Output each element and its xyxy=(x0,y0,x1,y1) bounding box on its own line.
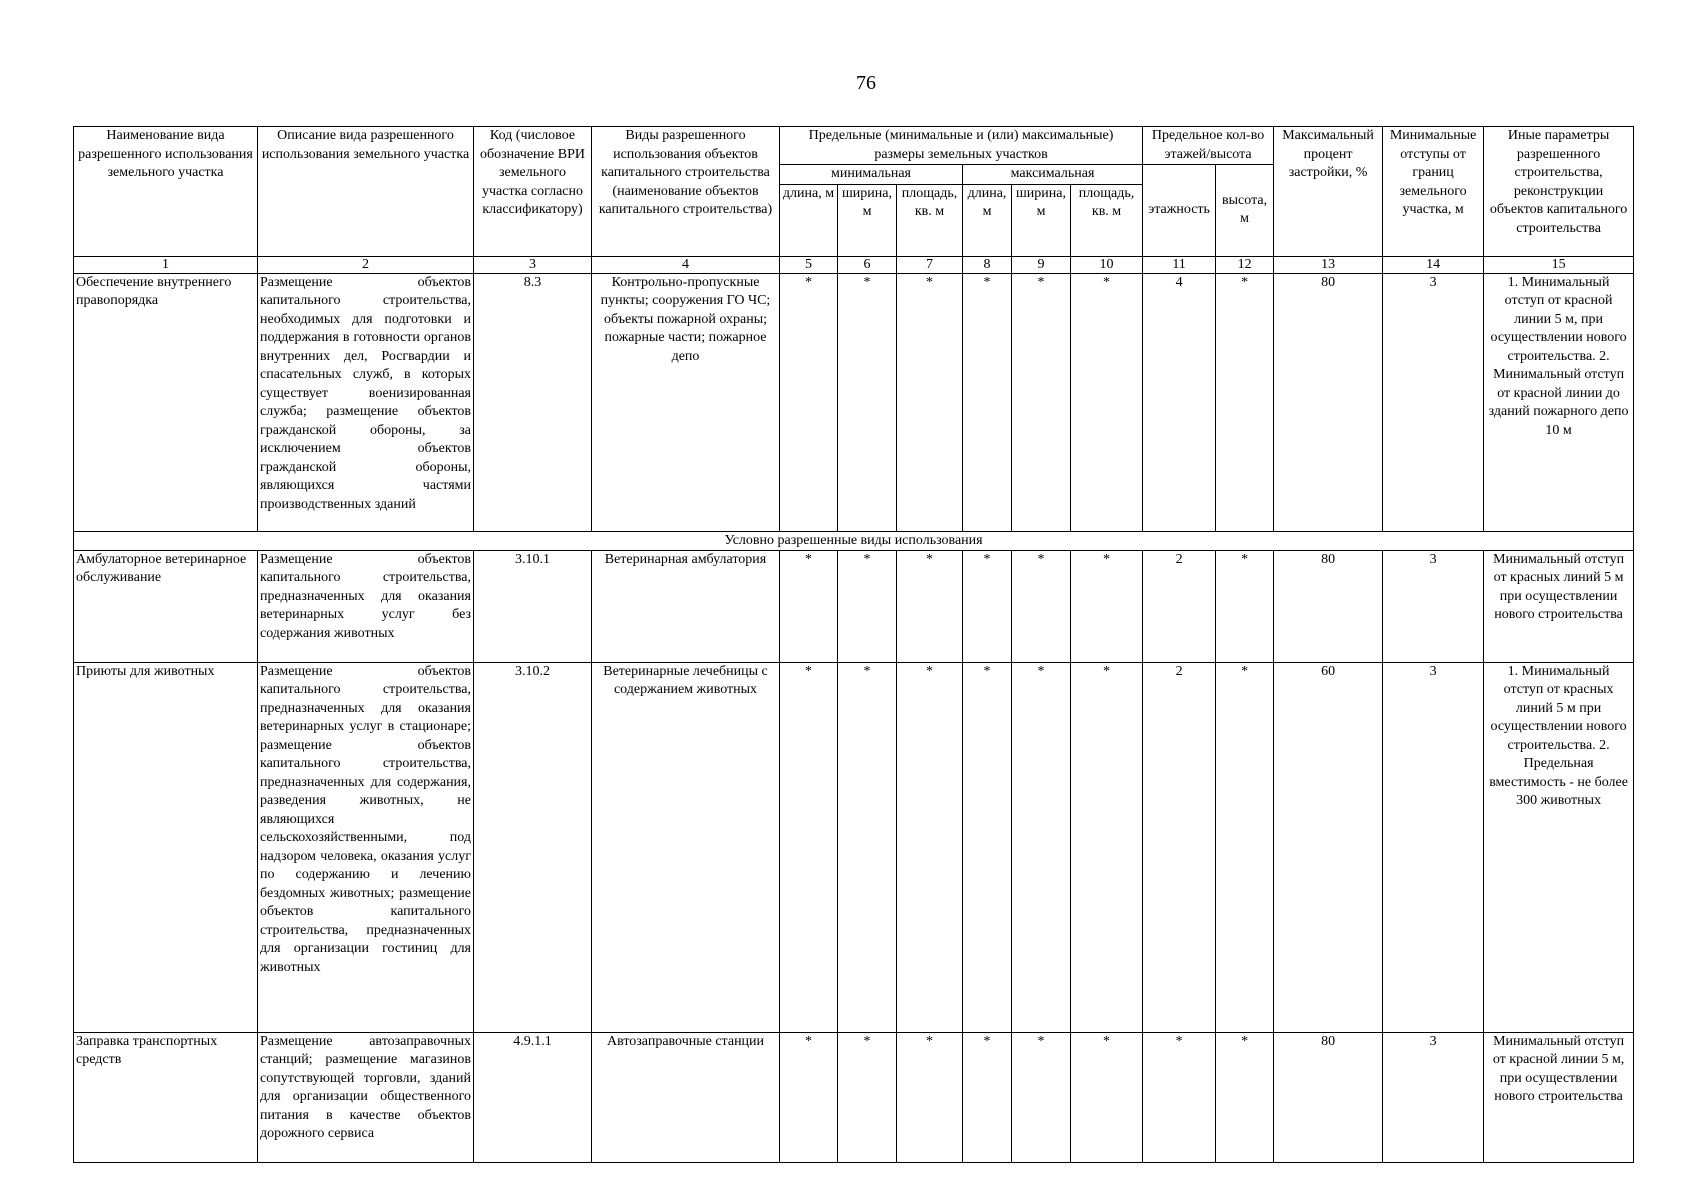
min-length: * xyxy=(780,550,838,662)
header-min-setback: Минимальные отступы от границ земельного участка, м xyxy=(1383,127,1484,257)
max-area: * xyxy=(1071,1032,1143,1162)
floors: 2 xyxy=(1143,662,1216,1032)
header-max-percent: Максимальный процент застройки, % xyxy=(1274,127,1383,257)
max-percent: 80 xyxy=(1274,550,1383,662)
use-objects: Ветеринарная амбулатория xyxy=(592,550,780,662)
section-title: Условно разрешенные виды использования xyxy=(74,531,1634,550)
column-number: 14 xyxy=(1383,256,1484,273)
max-length: * xyxy=(963,273,1012,531)
column-number-row xyxy=(74,256,1634,273)
height: * xyxy=(1216,273,1274,531)
min-setback: 3 xyxy=(1383,550,1484,662)
header-maximal: максимальная xyxy=(963,165,1143,185)
column-number: 12 xyxy=(1216,256,1274,273)
height: * xyxy=(1216,662,1274,1032)
other-params: Минимальный отступ от красных линий 5 м при осуществлении нового строительства xyxy=(1484,550,1634,662)
min-area: * xyxy=(897,1032,963,1162)
header-max-width: ширина, м xyxy=(1012,184,1071,256)
use-name: Заправка транспортных средств xyxy=(74,1032,258,1162)
max-area: * xyxy=(1071,662,1143,1032)
header-max-area: площадь, кв. м xyxy=(1071,184,1143,256)
max-length: * xyxy=(963,1032,1012,1162)
use-code: 8.3 xyxy=(474,273,592,531)
max-width: * xyxy=(1012,662,1071,1032)
min-area: * xyxy=(897,550,963,662)
column-number: 15 xyxy=(1484,256,1634,273)
max-percent: 80 xyxy=(1274,1032,1383,1162)
min-length: * xyxy=(780,1032,838,1162)
max-percent: 60 xyxy=(1274,662,1383,1032)
use-objects: Автозаправочные станции xyxy=(592,1032,780,1162)
header-row xyxy=(74,127,1634,165)
table-row xyxy=(74,550,1634,662)
use-description: Размещение автозаправочных станций; размещение магазинов сопутствующей торговли, зданий для организации общественного питания в качестве объектов дорожного сервиса xyxy=(258,1032,474,1162)
table-row xyxy=(74,1032,1634,1162)
use-description: Размещение объектов капитального строительства, предназначенных для оказания ветеринарных услуг без содержания животных xyxy=(258,550,474,662)
use-objects: Ветеринарные лечебницы с содержанием животных xyxy=(592,662,780,1032)
use-description: Размещение объектов капитального строительства, предназначенных для оказания ветеринарных услуг в стационаре; размещение объектов капитального строительства, предназначенных для содержания, разведения животных, не являющихся сельскохозяйственными, под надзором человека, оказания услуг по содержанию и лечению бездомных животных; размещение объектов капитального строительства, предназначенных для организации гостиниц для животных xyxy=(258,662,474,1032)
min-area: * xyxy=(897,273,963,531)
column-number: 8 xyxy=(963,256,1012,273)
column-number: 11 xyxy=(1143,256,1216,273)
header-min-length: длина, м xyxy=(780,184,838,256)
max-length: * xyxy=(963,662,1012,1032)
section-row xyxy=(74,531,1634,550)
header-height: высота, м xyxy=(1216,165,1274,257)
min-setback: 3 xyxy=(1383,1032,1484,1162)
header-plot-size-limits: Предельные (минимальные и (или) максимальные) размеры земельных участков xyxy=(780,127,1143,165)
header-minimal: минимальная xyxy=(780,165,963,185)
floors: 4 xyxy=(1143,273,1216,531)
header-code: Код (числовое обозначение ВРИ земельного участка согласно классификатору) xyxy=(474,127,592,257)
page-number: 76 xyxy=(856,72,876,94)
column-number: 13 xyxy=(1274,256,1383,273)
use-name: Амбулаторное ветеринарное обслуживание xyxy=(74,550,258,662)
header-min-width: ширина, м xyxy=(838,184,897,256)
height: * xyxy=(1216,550,1274,662)
other-params: Минимальный отступ от красной линии 5 м, при осуществлении нового строительства xyxy=(1484,1032,1634,1162)
use-code: 3.10.1 xyxy=(474,550,592,662)
table-row xyxy=(74,273,1634,531)
header-name: Наименование вида разрешенного использования земельного участка xyxy=(74,127,258,257)
column-number: 10 xyxy=(1071,256,1143,273)
min-width: * xyxy=(838,273,897,531)
column-number: 1 xyxy=(74,256,258,273)
column-number: 7 xyxy=(897,256,963,273)
min-length: * xyxy=(780,662,838,1032)
min-width: * xyxy=(838,550,897,662)
max-percent: 80 xyxy=(1274,273,1383,531)
column-number: 4 xyxy=(592,256,780,273)
max-length: * xyxy=(963,550,1012,662)
table-row xyxy=(74,662,1634,1032)
min-width: * xyxy=(838,1032,897,1162)
max-width: * xyxy=(1012,550,1071,662)
column-number: 9 xyxy=(1012,256,1071,273)
column-number: 2 xyxy=(258,256,474,273)
min-setback: 3 xyxy=(1383,662,1484,1032)
max-area: * xyxy=(1071,550,1143,662)
floors: * xyxy=(1143,1032,1216,1162)
use-objects: Контрольно-пропускные пункты; сооружения ГО ЧС; объекты пожарной охраны; пожарные части; пожарное депо xyxy=(592,273,780,531)
column-number: 3 xyxy=(474,256,592,273)
header-min-area: площадь, кв. м xyxy=(897,184,963,256)
min-length: * xyxy=(780,273,838,531)
header-max-length: длина, м xyxy=(963,184,1012,256)
min-setback: 3 xyxy=(1383,273,1484,531)
use-code: 4.9.1.1 xyxy=(474,1032,592,1162)
other-params: 1. Минимальный отступ от красных линий 5 м при осуществлении нового строительства. 2. Предельная вместимость - не более 300 животных xyxy=(1484,662,1634,1032)
min-width: * xyxy=(838,662,897,1032)
other-params: 1. Минимальный отступ от красной линии 5 м, при осуществлении нового строительства. 2. Минимальный отступ от красной линии до зданий пожарного депо 10 м xyxy=(1484,273,1634,531)
use-code: 3.10.2 xyxy=(474,662,592,1032)
max-width: * xyxy=(1012,1032,1071,1162)
header-objects: Виды разрешенного использования объектов капитального строительства (наименование объектов капитального строительства) xyxy=(592,127,780,257)
min-area: * xyxy=(897,662,963,1032)
use-name: Обеспечение внутреннего правопорядка xyxy=(74,273,258,531)
max-area: * xyxy=(1071,273,1143,531)
column-number: 6 xyxy=(838,256,897,273)
zoning-regulations-table xyxy=(73,126,1634,1163)
use-description: Размещение объектов капитального строительства, необходимых для подготовки и поддержания в готовности органов внутренних дел, Росгвардии и спасательных служб, в которых существует военизированная служба; размещение объектов гражданской обороны, за исключением объектов гражданской обороны, являющихся частями производственных зданий xyxy=(258,273,474,531)
header-other-params: Иные параметры разрешенного строительства, реконструкции объектов капитального строительства xyxy=(1484,127,1634,257)
use-name: Приюты для животных xyxy=(74,662,258,1032)
header-description: Описание вида разрешенного использования земельного участка xyxy=(258,127,474,257)
max-width: * xyxy=(1012,273,1071,531)
header-floors-height: Предельное кол-во этажей/высота xyxy=(1143,127,1274,165)
floors: 2 xyxy=(1143,550,1216,662)
height: * xyxy=(1216,1032,1274,1162)
column-number: 5 xyxy=(780,256,838,273)
header-floors: этажность xyxy=(1143,165,1216,257)
